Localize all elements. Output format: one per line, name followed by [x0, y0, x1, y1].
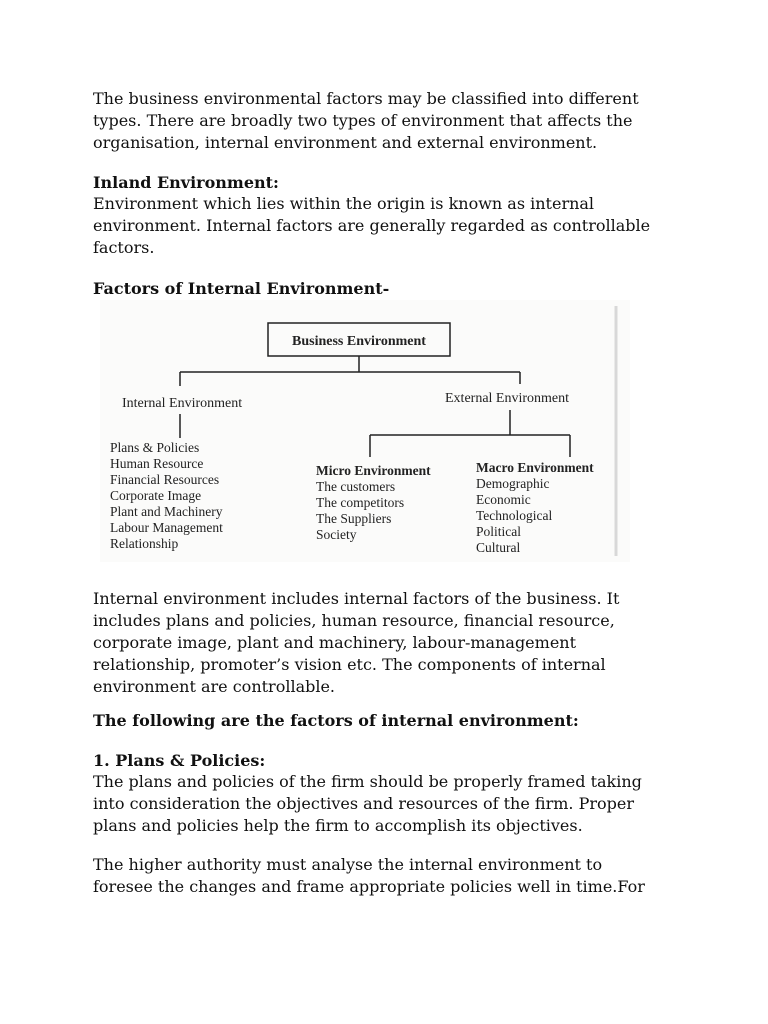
root-label: Business Environment [292, 334, 426, 349]
inland-environment-heading: Inland Environment: [93, 173, 279, 192]
micro-item: Society [316, 527, 357, 542]
internal-item: Corporate Image [110, 488, 202, 503]
internal-environment-label: Internal Environment [122, 396, 243, 411]
internal-item: Relationship [110, 536, 179, 551]
micro-item: The customers [316, 479, 396, 494]
business-environment-diagram [100, 300, 630, 562]
macro-item: Demographic [476, 476, 550, 491]
micro-item: The competitors [316, 495, 405, 510]
factors-heading: Factors of Internal Environment- [93, 279, 390, 298]
macro-item: Cultural [476, 540, 521, 555]
higher-authority-paragraph: The higher authority must analyse the internal environment to foresee the changes and frame appropriate policies well in time.For [93, 855, 645, 896]
internal-item: Human Resource [110, 456, 204, 471]
internal-environment-paragraph: Internal environment includes internal factors of the business. It includes plans and policies, human resource, financial resource, corporate image, plant and machinery, labour-management relationship, promoter’s vision etc. The components of internal environment are controllable. [93, 589, 620, 696]
internal-item: Plans & Policies [110, 440, 200, 455]
macro-environment-label: Macro Environment [476, 460, 594, 475]
intro-paragraph: The business environmental factors may be classified into different types. There are broadly two types of environment that affects the organisation, internal environment and external environment. [93, 89, 639, 152]
internal-item: Plant and Machinery [110, 504, 223, 519]
macro-item: Technological [476, 508, 553, 523]
following-factors-heading: The following are the factors of internal environment: [93, 711, 579, 730]
plans-policies-paragraph: The plans and policies of the firm should be properly framed taking into consideration the objectives and resources of the firm. Proper plans and policies help the firm to accomplish its objectives. [93, 772, 642, 835]
macro-item: Economic [476, 492, 531, 507]
inland-environment-paragraph: Environment which lies within the origin is known as internal environment. Internal factors are generally regarded as controllable factors. [93, 194, 651, 257]
macro-item: Political [476, 524, 521, 539]
internal-item: Financial Resources [110, 472, 220, 487]
micro-item: The Suppliers [316, 511, 392, 526]
internal-item: Labour Management [110, 520, 223, 535]
micro-environment-label: Micro Environment [316, 463, 431, 478]
plans-policies-heading: 1. Plans & Policies: [93, 751, 266, 770]
external-environment-label: External Environment [445, 391, 570, 406]
